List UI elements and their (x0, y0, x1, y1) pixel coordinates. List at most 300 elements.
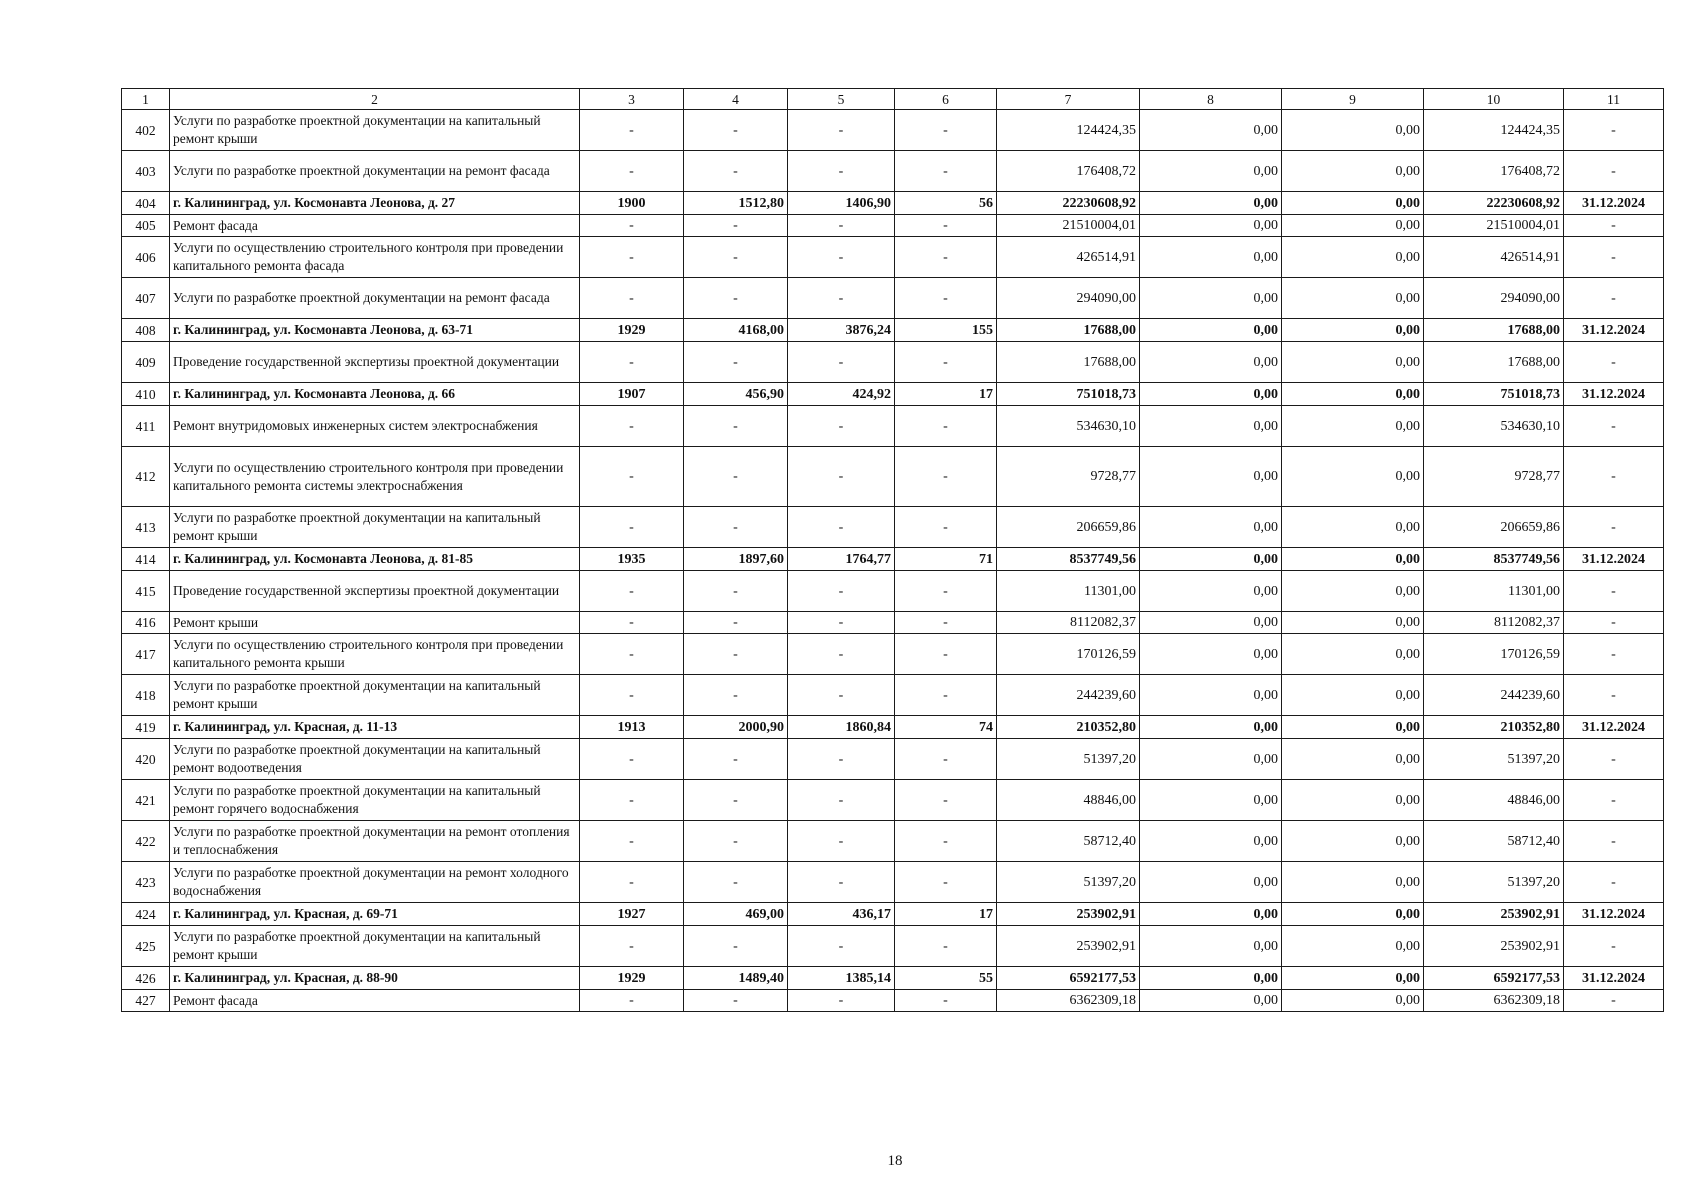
residents-cell: 17 (895, 903, 997, 926)
fund-amount-cell: 0,00 (1140, 215, 1282, 237)
description-cell: Услуги по разработке проектной документации на капитальный ремонт крыши (170, 675, 580, 716)
completion-date-cell: - (1564, 821, 1664, 862)
row-number-cell: 413 (122, 507, 170, 548)
work-item-row (122, 237, 1664, 278)
description-cell: Ремонт фасада (170, 215, 580, 237)
capital-repair-table (121, 88, 1664, 1012)
year-built-cell: 1927 (580, 903, 684, 926)
completion-date-cell: - (1564, 634, 1664, 675)
row-number-cell: 407 (122, 278, 170, 319)
completion-date-cell: - (1564, 990, 1664, 1012)
budget-amount-cell: 0,00 (1282, 571, 1424, 612)
owners-funds-cell: 17688,00 (1424, 319, 1564, 342)
total-cost-cell: 8112082,37 (997, 612, 1140, 634)
completion-date-cell: - (1564, 862, 1664, 903)
budget-amount-cell: 0,00 (1282, 447, 1424, 507)
work-item-row (122, 821, 1664, 862)
living-area-cell: 3876,24 (788, 319, 895, 342)
completion-date-cell: - (1564, 926, 1664, 967)
total-cost-cell: 17688,00 (997, 342, 1140, 383)
owners-funds-cell: 21510004,01 (1424, 215, 1564, 237)
owners-funds-cell: 751018,73 (1424, 383, 1564, 406)
budget-amount-cell: 0,00 (1282, 903, 1424, 926)
year-built-cell: - (580, 634, 684, 675)
total-cost-cell: 170126,59 (997, 634, 1140, 675)
fund-amount-cell: 0,00 (1140, 192, 1282, 215)
total-cost-cell: 206659,86 (997, 507, 1140, 548)
living-area-cell: 424,92 (788, 383, 895, 406)
residents-cell: 17 (895, 383, 997, 406)
total-area-cell: - (684, 675, 788, 716)
living-area-cell: - (788, 780, 895, 821)
row-number-cell: 425 (122, 926, 170, 967)
budget-amount-cell: 0,00 (1282, 342, 1424, 383)
year-built-cell: - (580, 151, 684, 192)
fund-amount-cell: 0,00 (1140, 780, 1282, 821)
row-number-cell: 406 (122, 237, 170, 278)
budget-amount-cell: 0,00 (1282, 406, 1424, 447)
address-row (122, 383, 1664, 406)
row-number-cell: 412 (122, 447, 170, 507)
description-cell: Услуги по осуществлению строительного контроля при проведении капитального ремонта крыши (170, 634, 580, 675)
header-cell-3: 3 (580, 89, 684, 110)
owners-funds-cell: 51397,20 (1424, 739, 1564, 780)
total-area-cell: 469,00 (684, 903, 788, 926)
total-area-cell: - (684, 507, 788, 548)
fund-amount-cell: 0,00 (1140, 716, 1282, 739)
total-area-cell: - (684, 739, 788, 780)
completion-date-cell: 31.12.2024 (1564, 383, 1664, 406)
residents-cell: - (895, 739, 997, 780)
row-number-cell: 403 (122, 151, 170, 192)
total-area-cell: 1897,60 (684, 548, 788, 571)
year-built-cell: - (580, 675, 684, 716)
description-cell: Услуги по разработке проектной документации на ремонт фасада (170, 151, 580, 192)
year-built-cell: - (580, 278, 684, 319)
living-area-cell: - (788, 278, 895, 319)
completion-date-cell: 31.12.2024 (1564, 716, 1664, 739)
row-number-cell: 427 (122, 990, 170, 1012)
completion-date-cell: 31.12.2024 (1564, 319, 1664, 342)
fund-amount-cell: 0,00 (1140, 110, 1282, 151)
living-area-cell: - (788, 990, 895, 1012)
description-cell: г. Калининград, ул. Красная, д. 11-13 (170, 716, 580, 739)
budget-amount-cell: 0,00 (1282, 151, 1424, 192)
living-area-cell: 1385,14 (788, 967, 895, 990)
work-item-row (122, 990, 1664, 1012)
row-number-cell: 423 (122, 862, 170, 903)
description-cell: Услуги по разработке проектной документации на капитальный ремонт водоотведения (170, 739, 580, 780)
year-built-cell: - (580, 780, 684, 821)
owners-funds-cell: 124424,35 (1424, 110, 1564, 151)
owners-funds-cell: 58712,40 (1424, 821, 1564, 862)
work-item-row (122, 342, 1664, 383)
residents-cell: 55 (895, 967, 997, 990)
year-built-cell: - (580, 447, 684, 507)
row-number-cell: 421 (122, 780, 170, 821)
living-area-cell: - (788, 675, 895, 716)
row-number-cell: 402 (122, 110, 170, 151)
row-number-cell: 424 (122, 903, 170, 926)
owners-funds-cell: 8537749,56 (1424, 548, 1564, 571)
address-row (122, 903, 1664, 926)
total-cost-cell: 51397,20 (997, 739, 1140, 780)
description-cell: Услуги по осуществлению строительного контроля при проведении капитального ремонта системы электроснабжения (170, 447, 580, 507)
year-built-cell: 1907 (580, 383, 684, 406)
work-item-row (122, 406, 1664, 447)
row-number-cell: 419 (122, 716, 170, 739)
owners-funds-cell: 9728,77 (1424, 447, 1564, 507)
living-area-cell: - (788, 612, 895, 634)
row-number-cell: 405 (122, 215, 170, 237)
budget-amount-cell: 0,00 (1282, 739, 1424, 780)
row-number-cell: 422 (122, 821, 170, 862)
owners-funds-cell: 51397,20 (1424, 862, 1564, 903)
description-cell: Услуги по разработке проектной документации на ремонт фасада (170, 278, 580, 319)
total-area-cell: - (684, 278, 788, 319)
row-number-cell: 411 (122, 406, 170, 447)
description-cell: г. Калининград, ул. Космонавта Леонова, д. 66 (170, 383, 580, 406)
fund-amount-cell: 0,00 (1140, 990, 1282, 1012)
total-area-cell: - (684, 612, 788, 634)
year-built-cell: - (580, 739, 684, 780)
living-area-cell: - (788, 237, 895, 278)
description-cell: г. Калининград, ул. Красная, д. 88-90 (170, 967, 580, 990)
residents-cell: 71 (895, 548, 997, 571)
owners-funds-cell: 8112082,37 (1424, 612, 1564, 634)
completion-date-cell: - (1564, 447, 1664, 507)
completion-date-cell: - (1564, 612, 1664, 634)
total-area-cell: - (684, 342, 788, 383)
completion-date-cell: 31.12.2024 (1564, 903, 1664, 926)
total-cost-cell: 9728,77 (997, 447, 1140, 507)
address-row (122, 716, 1664, 739)
work-item-row (122, 634, 1664, 675)
total-cost-cell: 176408,72 (997, 151, 1140, 192)
fund-amount-cell: 0,00 (1140, 571, 1282, 612)
total-area-cell: - (684, 634, 788, 675)
owners-funds-cell: 253902,91 (1424, 903, 1564, 926)
address-row (122, 967, 1664, 990)
year-built-cell: - (580, 110, 684, 151)
total-cost-cell: 21510004,01 (997, 215, 1140, 237)
completion-date-cell: - (1564, 237, 1664, 278)
total-cost-cell: 6362309,18 (997, 990, 1140, 1012)
total-area-cell: - (684, 151, 788, 192)
header-cell-9: 9 (1282, 89, 1424, 110)
fund-amount-cell: 0,00 (1140, 319, 1282, 342)
work-item-row (122, 447, 1664, 507)
year-built-cell: 1913 (580, 716, 684, 739)
description-cell: г. Калининград, ул. Космонавта Леонова, д. 63-71 (170, 319, 580, 342)
living-area-cell: - (788, 151, 895, 192)
fund-amount-cell: 0,00 (1140, 447, 1282, 507)
completion-date-cell: - (1564, 507, 1664, 548)
budget-amount-cell: 0,00 (1282, 675, 1424, 716)
budget-amount-cell: 0,00 (1282, 716, 1424, 739)
row-number-cell: 414 (122, 548, 170, 571)
header-cell-6: 6 (895, 89, 997, 110)
year-built-cell: - (580, 215, 684, 237)
year-built-cell: - (580, 926, 684, 967)
living-area-cell: - (788, 634, 895, 675)
row-number-cell: 418 (122, 675, 170, 716)
row-number-cell: 409 (122, 342, 170, 383)
fund-amount-cell: 0,00 (1140, 903, 1282, 926)
fund-amount-cell: 0,00 (1140, 926, 1282, 967)
fund-amount-cell: 0,00 (1140, 278, 1282, 319)
address-row (122, 548, 1664, 571)
residents-cell: - (895, 862, 997, 903)
owners-funds-cell: 244239,60 (1424, 675, 1564, 716)
total-area-cell: - (684, 110, 788, 151)
owners-funds-cell: 206659,86 (1424, 507, 1564, 548)
budget-amount-cell: 0,00 (1282, 507, 1424, 548)
living-area-cell: - (788, 406, 895, 447)
residents-cell: - (895, 780, 997, 821)
completion-date-cell: - (1564, 215, 1664, 237)
residents-cell: 56 (895, 192, 997, 215)
total-area-cell: - (684, 821, 788, 862)
completion-date-cell: - (1564, 151, 1664, 192)
header-cell-2: 2 (170, 89, 580, 110)
owners-funds-cell: 170126,59 (1424, 634, 1564, 675)
row-number-cell: 408 (122, 319, 170, 342)
fund-amount-cell: 0,00 (1140, 675, 1282, 716)
owners-funds-cell: 534630,10 (1424, 406, 1564, 447)
owners-funds-cell: 6592177,53 (1424, 967, 1564, 990)
row-number-cell: 416 (122, 612, 170, 634)
residents-cell: - (895, 507, 997, 548)
budget-amount-cell: 0,00 (1282, 821, 1424, 862)
budget-amount-cell: 0,00 (1282, 990, 1424, 1012)
total-cost-cell: 17688,00 (997, 319, 1140, 342)
completion-date-cell: - (1564, 342, 1664, 383)
year-built-cell: - (580, 342, 684, 383)
total-area-cell: - (684, 237, 788, 278)
address-row (122, 192, 1664, 215)
year-built-cell: 1900 (580, 192, 684, 215)
residents-cell: - (895, 151, 997, 192)
header-cell-4: 4 (684, 89, 788, 110)
header-cell-5: 5 (788, 89, 895, 110)
description-cell: Услуги по разработке проектной документации на капитальный ремонт горячего водоснабжения (170, 780, 580, 821)
fund-amount-cell: 0,00 (1140, 821, 1282, 862)
residents-cell: - (895, 278, 997, 319)
total-cost-cell: 22230608,92 (997, 192, 1140, 215)
budget-amount-cell: 0,00 (1282, 780, 1424, 821)
work-item-row (122, 780, 1664, 821)
owners-funds-cell: 176408,72 (1424, 151, 1564, 192)
living-area-cell: 436,17 (788, 903, 895, 926)
total-cost-cell: 210352,80 (997, 716, 1140, 739)
total-area-cell: - (684, 862, 788, 903)
year-built-cell: 1929 (580, 319, 684, 342)
work-item-row (122, 739, 1664, 780)
total-cost-cell: 8537749,56 (997, 548, 1140, 571)
total-area-cell: 456,90 (684, 383, 788, 406)
description-cell: г. Калининград, ул. Космонавта Леонова, д. 27 (170, 192, 580, 215)
living-area-cell: 1406,90 (788, 192, 895, 215)
description-cell: Услуги по разработке проектной документации на капитальный ремонт крыши (170, 926, 580, 967)
fund-amount-cell: 0,00 (1140, 548, 1282, 571)
work-item-row (122, 507, 1664, 548)
budget-amount-cell: 0,00 (1282, 548, 1424, 571)
total-cost-cell: 244239,60 (997, 675, 1140, 716)
total-cost-cell: 58712,40 (997, 821, 1140, 862)
residents-cell: - (895, 110, 997, 151)
residents-cell: - (895, 406, 997, 447)
total-cost-cell: 51397,20 (997, 862, 1140, 903)
completion-date-cell: - (1564, 780, 1664, 821)
budget-amount-cell: 0,00 (1282, 215, 1424, 237)
header-cell-1: 1 (122, 89, 170, 110)
total-cost-cell: 253902,91 (997, 903, 1140, 926)
living-area-cell: - (788, 342, 895, 383)
budget-amount-cell: 0,00 (1282, 612, 1424, 634)
budget-amount-cell: 0,00 (1282, 319, 1424, 342)
owners-funds-cell: 22230608,92 (1424, 192, 1564, 215)
residents-cell: - (895, 612, 997, 634)
total-area-cell: 2000,90 (684, 716, 788, 739)
description-cell: Проведение государственной экспертизы проектной документации (170, 342, 580, 383)
description-cell: г. Калининград, ул. Космонавта Леонова, д. 81-85 (170, 548, 580, 571)
residents-cell: - (895, 215, 997, 237)
row-number-cell: 420 (122, 739, 170, 780)
total-area-cell: 4168,00 (684, 319, 788, 342)
description-cell: Ремонт фасада (170, 990, 580, 1012)
year-built-cell: - (580, 862, 684, 903)
fund-amount-cell: 0,00 (1140, 406, 1282, 447)
budget-amount-cell: 0,00 (1282, 383, 1424, 406)
address-row (122, 319, 1664, 342)
description-cell: г. Калининград, ул. Красная, д. 69-71 (170, 903, 580, 926)
completion-date-cell: - (1564, 739, 1664, 780)
total-cost-cell: 253902,91 (997, 926, 1140, 967)
fund-amount-cell: 0,00 (1140, 237, 1282, 278)
completion-date-cell: - (1564, 110, 1664, 151)
work-item-row (122, 675, 1664, 716)
total-area-cell: - (684, 571, 788, 612)
owners-funds-cell: 17688,00 (1424, 342, 1564, 383)
description-cell: Проведение государственной экспертизы проектной документации (170, 571, 580, 612)
fund-amount-cell: 0,00 (1140, 634, 1282, 675)
fund-amount-cell: 0,00 (1140, 967, 1282, 990)
column-number-header-row (122, 89, 1664, 110)
total-cost-cell: 48846,00 (997, 780, 1140, 821)
living-area-cell: - (788, 215, 895, 237)
work-item-row (122, 215, 1664, 237)
budget-amount-cell: 0,00 (1282, 967, 1424, 990)
work-item-row (122, 278, 1664, 319)
description-cell: Ремонт внутридомовых инженерных систем электроснабжения (170, 406, 580, 447)
living-area-cell: - (788, 862, 895, 903)
description-cell: Ремонт крыши (170, 612, 580, 634)
row-number-cell: 404 (122, 192, 170, 215)
living-area-cell: - (788, 447, 895, 507)
living-area-cell: - (788, 110, 895, 151)
living-area-cell: 1860,84 (788, 716, 895, 739)
year-built-cell: 1929 (580, 967, 684, 990)
completion-date-cell: 31.12.2024 (1564, 548, 1664, 571)
year-built-cell: - (580, 990, 684, 1012)
header-cell-7: 7 (997, 89, 1140, 110)
residents-cell: - (895, 237, 997, 278)
residents-cell: - (895, 990, 997, 1012)
residents-cell: 155 (895, 319, 997, 342)
description-cell: Услуги по осуществлению строительного контроля при проведении капитального ремонта фасада (170, 237, 580, 278)
completion-date-cell: 31.12.2024 (1564, 192, 1664, 215)
total-cost-cell: 426514,91 (997, 237, 1140, 278)
total-cost-cell: 751018,73 (997, 383, 1140, 406)
living-area-cell: - (788, 821, 895, 862)
total-area-cell: - (684, 780, 788, 821)
budget-amount-cell: 0,00 (1282, 192, 1424, 215)
residents-cell: - (895, 675, 997, 716)
year-built-cell: - (580, 406, 684, 447)
year-built-cell: - (580, 612, 684, 634)
completion-date-cell: - (1564, 406, 1664, 447)
fund-amount-cell: 0,00 (1140, 342, 1282, 383)
description-cell: Услуги по разработке проектной документации на ремонт отопления и теплоснабжения (170, 821, 580, 862)
year-built-cell: - (580, 507, 684, 548)
page-number: 18 (887, 1153, 903, 1169)
row-number-cell: 426 (122, 967, 170, 990)
year-built-cell: 1935 (580, 548, 684, 571)
living-area-cell: 1764,77 (788, 548, 895, 571)
budget-amount-cell: 0,00 (1282, 278, 1424, 319)
total-area-cell: 1489,40 (684, 967, 788, 990)
fund-amount-cell: 0,00 (1140, 862, 1282, 903)
fund-amount-cell: 0,00 (1140, 507, 1282, 548)
completion-date-cell: 31.12.2024 (1564, 967, 1664, 990)
row-number-cell: 410 (122, 383, 170, 406)
residents-cell: 74 (895, 716, 997, 739)
total-area-cell: - (684, 406, 788, 447)
residents-cell: - (895, 447, 997, 507)
total-area-cell: - (684, 990, 788, 1012)
total-cost-cell: 11301,00 (997, 571, 1140, 612)
total-cost-cell: 6592177,53 (997, 967, 1140, 990)
residents-cell: - (895, 342, 997, 383)
fund-amount-cell: 0,00 (1140, 739, 1282, 780)
owners-funds-cell: 11301,00 (1424, 571, 1564, 612)
work-item-row (122, 862, 1664, 903)
header-cell-11: 11 (1564, 89, 1664, 110)
owners-funds-cell: 48846,00 (1424, 780, 1564, 821)
owners-funds-cell: 210352,80 (1424, 716, 1564, 739)
completion-date-cell: - (1564, 675, 1664, 716)
living-area-cell: - (788, 571, 895, 612)
residents-cell: - (895, 926, 997, 967)
fund-amount-cell: 0,00 (1140, 151, 1282, 192)
budget-amount-cell: 0,00 (1282, 862, 1424, 903)
year-built-cell: - (580, 571, 684, 612)
budget-amount-cell: 0,00 (1282, 110, 1424, 151)
budget-amount-cell: 0,00 (1282, 237, 1424, 278)
work-item-row (122, 110, 1664, 151)
row-number-cell: 415 (122, 571, 170, 612)
budget-amount-cell: 0,00 (1282, 634, 1424, 675)
completion-date-cell: - (1564, 571, 1664, 612)
year-built-cell: - (580, 237, 684, 278)
description-cell: Услуги по разработке проектной документации на ремонт холодного водоснабжения (170, 862, 580, 903)
completion-date-cell: - (1564, 278, 1664, 319)
total-cost-cell: 124424,35 (997, 110, 1140, 151)
row-number-cell: 417 (122, 634, 170, 675)
work-item-row (122, 571, 1664, 612)
work-item-row (122, 926, 1664, 967)
